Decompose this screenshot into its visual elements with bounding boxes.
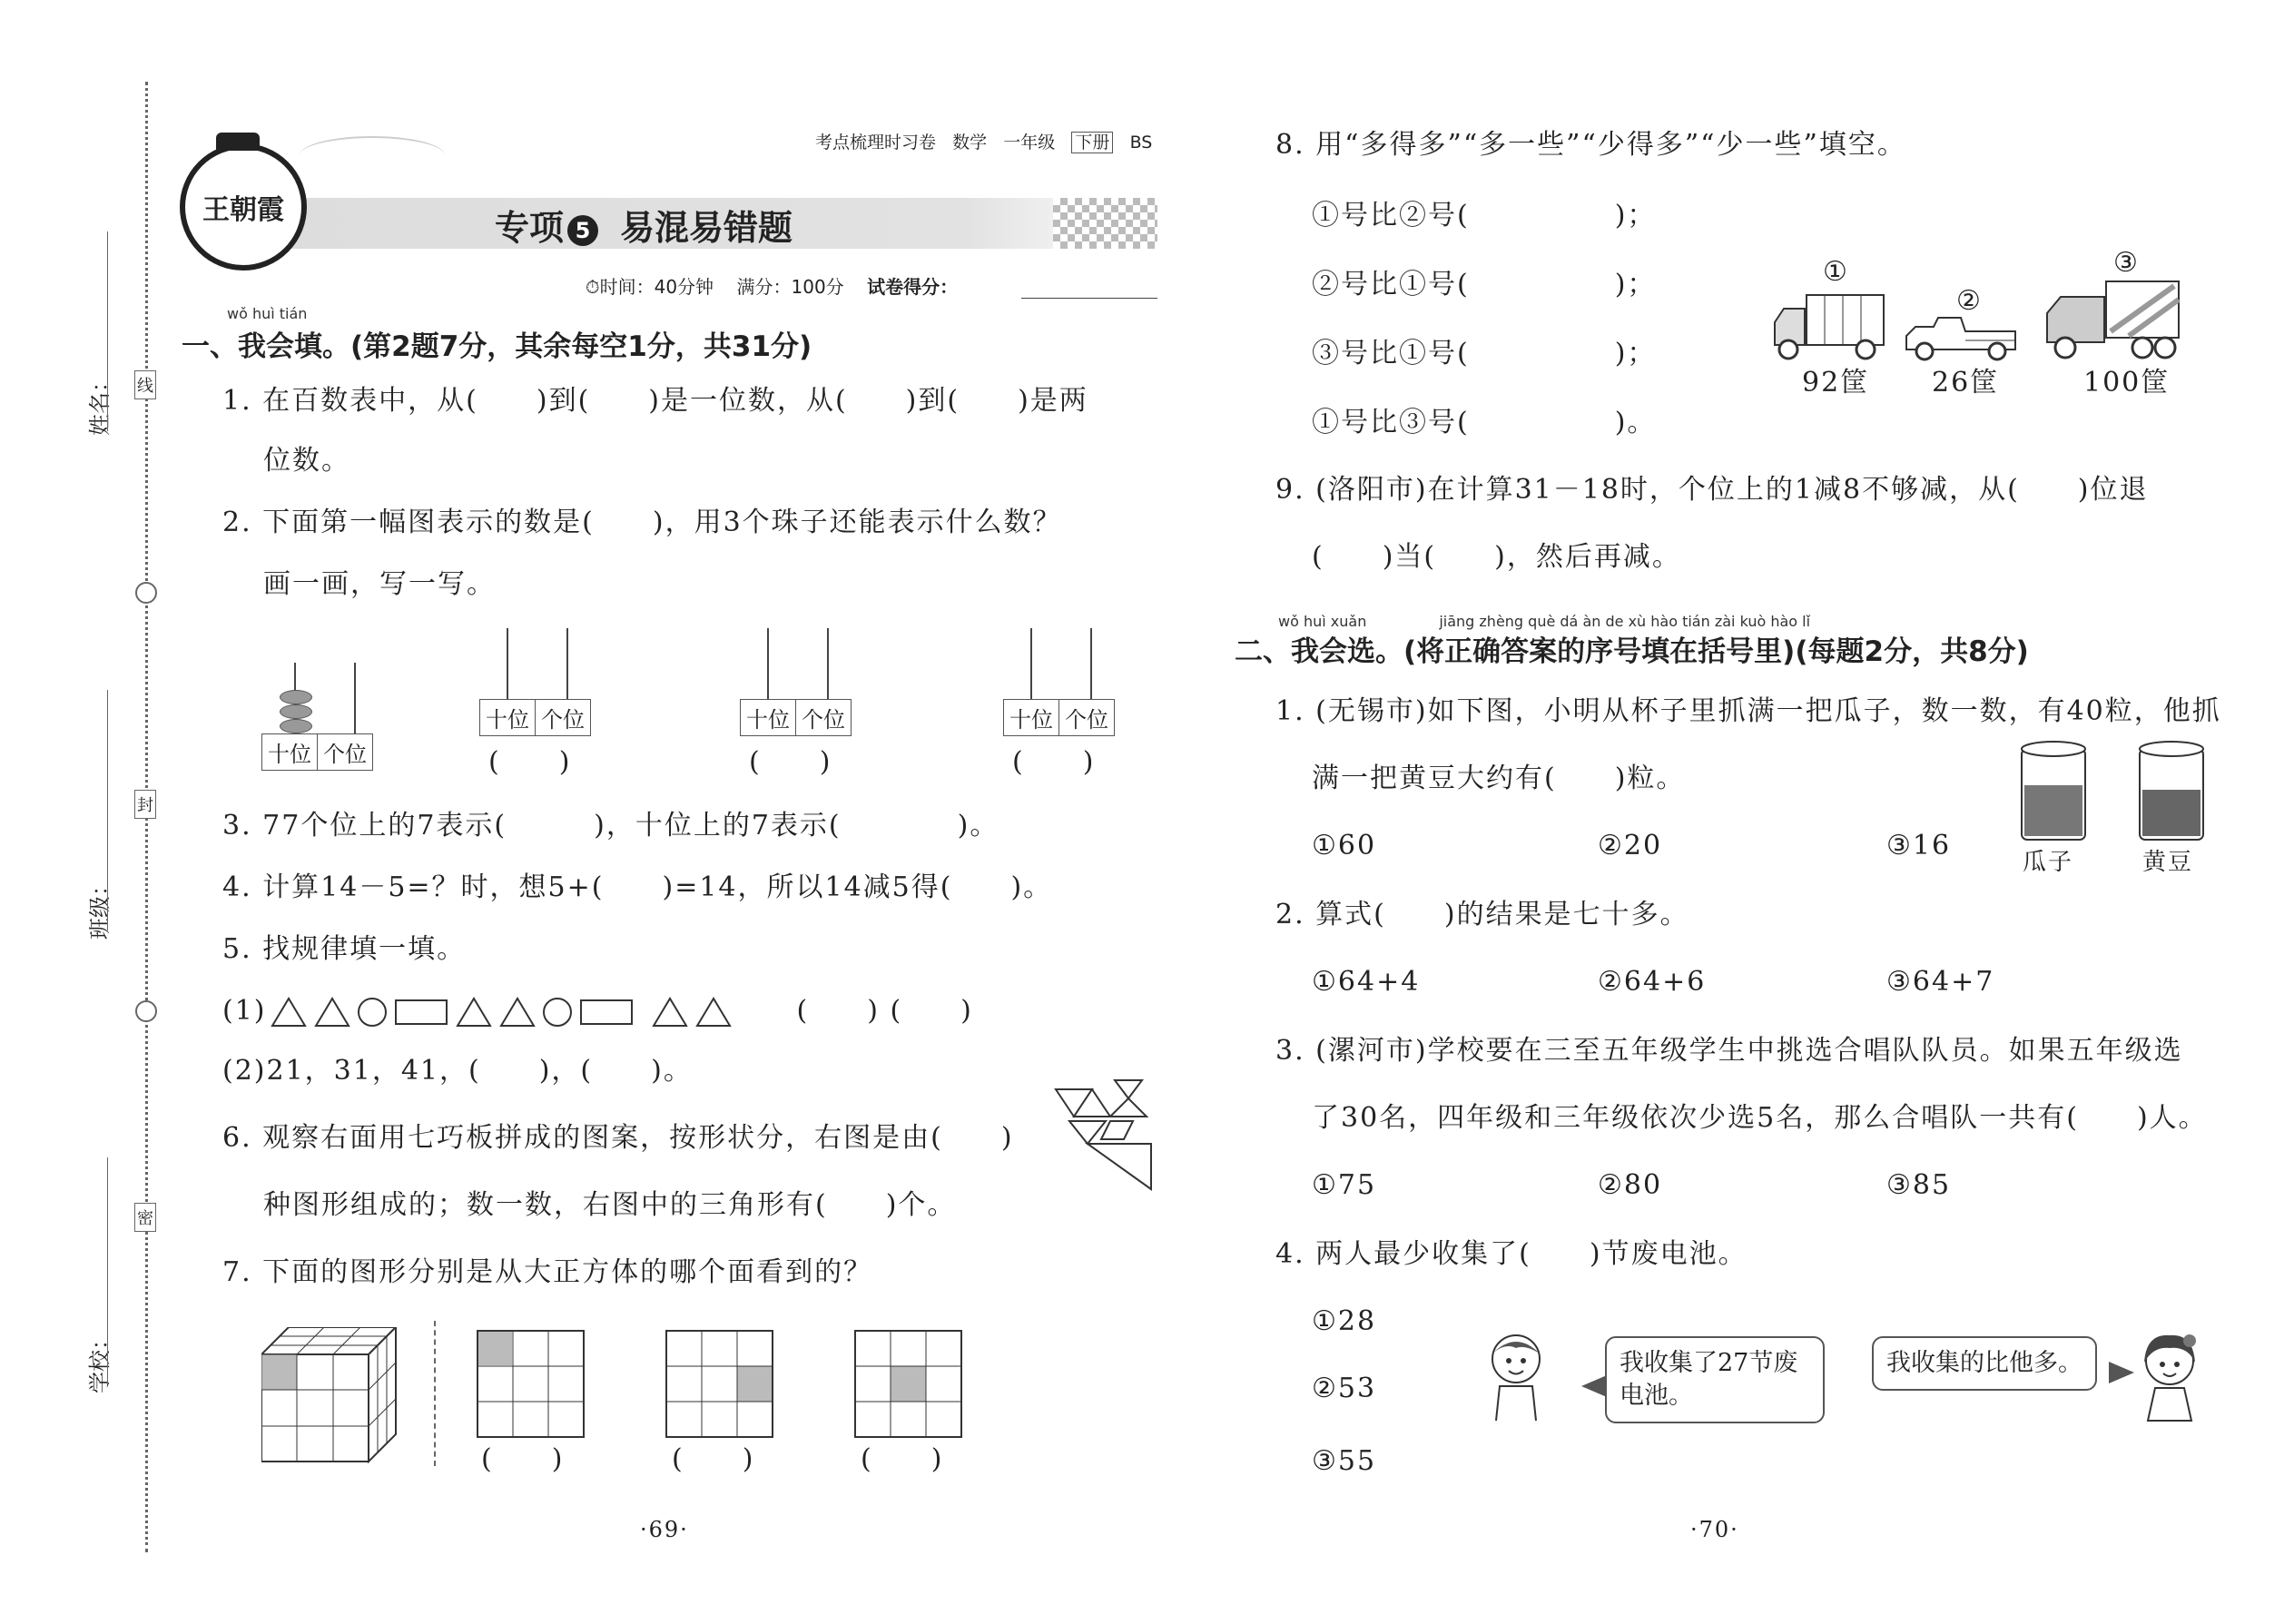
header-term: 下册 [1071,132,1113,153]
choice-3-option-3[interactable]: ③85 [1886,1169,1952,1201]
name-label: 姓名： [87,370,113,436]
choice-2-option-3[interactable]: ③64+7 [1886,966,1995,998]
abacus-bead [280,719,312,733]
brand-logo-text: 王朝霞 [202,194,284,226]
choice-1-line1: 1. (无锡市)如下图，小明从杯子里抓满一把瓜子，数一数，有40粒，他抓 [1275,695,2221,727]
abacus-bead [280,704,312,719]
choice-1-option-3[interactable]: ③16 [1886,830,1952,861]
choice-3-line2: 了30名，四年级和三年级依次少选5名，那么合唱队一共有( )人。 [1312,1102,2208,1134]
jar-label-sunflower-seeds: 瓜子 [2023,849,2074,876]
header-series: 考点梳理时习卷 [815,133,937,153]
choice-2-option-1[interactable]: ①64+4 [1312,966,1421,998]
tens-label: 十位 [1009,707,1053,733]
question-6-line1: 6. 观察右面用七巧板拼成的图案，按形状分，右图是由( ) [222,1122,1014,1154]
triangle-shape [316,999,349,1026]
tens-label: 十位 [268,742,311,767]
view-3-answer-blank[interactable]: ( ) [861,1443,944,1475]
truck-3-number: ③ [2113,247,2140,279]
triangle-shape [654,999,686,1026]
name-line [107,231,108,431]
circle-shape [544,999,571,1026]
rectangle-shape [396,1000,447,1024]
cube-shaded-cell [261,1354,297,1390]
title-text: 易混易错题 [620,208,793,248]
truck-1-number: ① [1823,256,1849,288]
section1-title: 一、我会填。(第2题7分，其余每空1分，共31分) [182,330,812,363]
brand-logo [180,143,307,271]
truck-1-label: 92筐 [1802,367,1870,399]
tangram-piece [1115,1080,1142,1098]
abacus-rod-tens [507,628,508,699]
header-grade: 一年级 [1003,133,1056,153]
class-line [107,690,108,930]
girl-bubble-tail [2109,1362,2134,1383]
abacus-4 [1003,628,1130,778]
truck-1-icon [1770,290,1888,363]
abacus-place-labels [479,699,591,736]
soybeans-jar-icon [2135,740,2208,844]
question-6-line2: 种图形组成的；数一数，右图中的三角形有( )个。 [263,1189,957,1221]
abacus-place-labels [1003,699,1115,736]
abacus-answer-blank[interactable]: ( ) [1012,746,1096,778]
question-2-line2: 画一画，写一写。 [263,568,496,600]
score-label: 试卷得分： [867,276,959,298]
jar-label-soybeans: 黄豆 [2142,849,2194,876]
question-8-item-2: ②号比①号( )； [1312,269,1657,300]
triangle-shape [501,999,534,1026]
choice-1-line2: 满一把黄豆大约有( )粒。 [1312,763,1686,794]
title-number-badge: 5 [567,215,598,246]
abacus-place-labels [261,733,373,771]
choice-4: 4. 两人最少收集了( )节废电池。 [1275,1238,1748,1270]
pattern-blanks[interactable]: ( ) ( ) [796,995,973,1027]
section2-pinyin: wǒ huì xuǎn jiāng zhèng què dá àn de xù hào tián zài kuò hào lǐ [1278,613,1811,630]
question-8-item-1: ①号比②号( )； [1312,200,1657,231]
choice-1-option-2[interactable]: ②20 [1598,830,1663,861]
logo-crown-icon [216,133,260,151]
flower-icon [135,582,157,604]
cut-mark-mi: 密 [134,1203,156,1232]
question-8-item-4: ①号比③号( )。 [1312,407,1657,438]
abacus-3 [740,628,867,778]
question-5: 5. 找规律填一填。 [222,933,467,965]
question-1-line1: 1. 在百数表中，从( )到( )是一位数，从( )到( )是两 [222,385,1088,417]
flower-icon [135,1000,157,1022]
question-4: 4. 计算14－5=？时，想5+( )=14，所以14减5得( )。 [222,871,1053,903]
abacus-2 [479,628,606,778]
ones-label: 个位 [535,700,590,735]
question-8-item-3: ③号比①号( )； [1312,338,1657,369]
choice-3-line1: 3. (漯河市)学校要在三至五年级学生中挑选合唱队队员。如果五年级选 [1275,1035,2183,1067]
abacus-bead [280,690,312,704]
girl-icon [2133,1330,2206,1425]
pattern-label: (1) [222,995,267,1027]
tens-label: 十位 [486,707,529,733]
sunflower-seeds-jar-icon [2017,740,2090,844]
choice-3-option-1[interactable]: ①75 [1312,1169,1377,1201]
ones-label: 个位 [317,734,372,770]
score-input-line[interactable] [1021,298,1157,299]
choice-2: 2. 算式( )的结果是七十多。 [1275,899,1689,930]
header-meta [815,129,1152,153]
abacus-rod-ones [566,628,568,699]
abacus-rod-ones [354,663,356,733]
question-3: 3. 77个位上的7表示( )，十位上的7表示( )。 [222,810,999,842]
header-edition: BS [1129,133,1153,153]
boy-icon [1480,1330,1552,1425]
view-grid-1 [477,1330,586,1439]
truck-2-icon [1902,313,2020,363]
section1-pinyin: wǒ huì tián [227,305,308,322]
header-checker-pattern [1053,198,1157,249]
choice-4-option-2[interactable]: ②53 [1312,1373,1377,1404]
rectangle-shape [581,1000,632,1024]
exam-info [586,272,958,299]
logo-ribbon-icon [300,136,445,174]
pattern-row [222,993,973,1029]
cube-divider-line [434,1321,436,1466]
question-5-2: (2)21，31，41，( )，( )。 [222,1055,693,1087]
choice-1-option-1[interactable]: ①60 [1312,830,1377,861]
view-1-answer-blank[interactable]: ( ) [481,1443,565,1475]
abacus-rod-tens [767,628,769,699]
exam-time: ⏱时间：40分钟 [586,276,714,298]
page-number-right: ·70· [1690,1517,1739,1542]
abacus-1 [261,654,389,767]
school-label: 学校： [87,1328,113,1393]
view-2-answer-blank[interactable]: ( ) [672,1443,755,1475]
ones-label: 个位 [795,700,851,735]
triangle-shape [272,999,305,1026]
tens-label: 十位 [746,707,790,733]
view-grid-2 [665,1330,774,1439]
cut-mark-xian: 线 [134,370,156,399]
abacus-rod-ones [827,628,829,699]
girl-speech-bubble: 我收集的比他多。 [1872,1336,2097,1391]
tangram-figure [1051,1076,1156,1194]
school-line [107,1157,108,1384]
choice-4-option-1[interactable]: ①28 [1312,1305,1377,1337]
cube-figure [261,1327,398,1463]
abacus-answer-blank[interactable]: ( ) [749,746,832,778]
shape-pattern [271,993,797,1029]
triangle-shape [458,999,490,1026]
question-2-line1: 2. 下面第一幅图表示的数是( )，用3个珠子还能表示什么数？ [222,507,1062,538]
choice-3-option-2[interactable]: ②80 [1598,1169,1663,1201]
tangram-piece [1088,1144,1151,1189]
circle-shape [359,999,386,1026]
question-7: 7. 下面的图形分别是从大正方体的哪个面看到的？ [222,1256,873,1288]
boy-bubble-tail [1581,1375,1607,1397]
question-8-title: 8. 用“多得多”“多一些”“少得多”“少一些”填空。 [1275,129,1906,161]
page-title [495,200,793,250]
choice-2-option-2[interactable]: ②64+6 [1598,966,1707,998]
abacus-rod-tens [1030,628,1032,699]
abacus-place-labels [740,699,852,736]
tangram-piece [1069,1121,1106,1144]
truck-3-icon [2043,277,2183,363]
choice-4-option-3[interactable]: ③55 [1312,1445,1377,1477]
header-subject: 数学 [952,133,988,153]
view-grid-3 [854,1330,963,1439]
title-prefix: 专项 [495,208,565,248]
question-9-line1: 9. (洛阳市)在计算31－18时，个位上的1减8不够减，从( )位退 [1275,474,2149,506]
question-1-line2: 位数。 [263,445,350,477]
ones-label: 个位 [1058,700,1114,735]
class-label: 班级： [87,874,113,940]
tangram-piece [1101,1121,1133,1139]
section2-title: 二、我会选。(将正确答案的序号填在括号里)(每题2分，共8分) [1235,635,2029,668]
abacus-rod-ones [1090,628,1092,699]
truck-2-label: 26筐 [1932,367,2000,399]
truck-2-number: ② [1956,285,1983,317]
exam-full-score: 满分：100分 [736,276,844,298]
question-9-line2: ( )当( )，然后再减。 [1312,541,1681,573]
cut-mark-feng: 封 [134,790,156,819]
page-number-left: ·69· [640,1517,689,1542]
boy-speech-bubble: 我收集了27节废电池。 [1605,1336,1825,1423]
abacus-answer-blank[interactable]: ( ) [488,746,572,778]
truck-3-label: 100筐 [2083,367,2171,399]
tangram-piece [1110,1098,1147,1117]
triangle-shape [697,999,730,1026]
